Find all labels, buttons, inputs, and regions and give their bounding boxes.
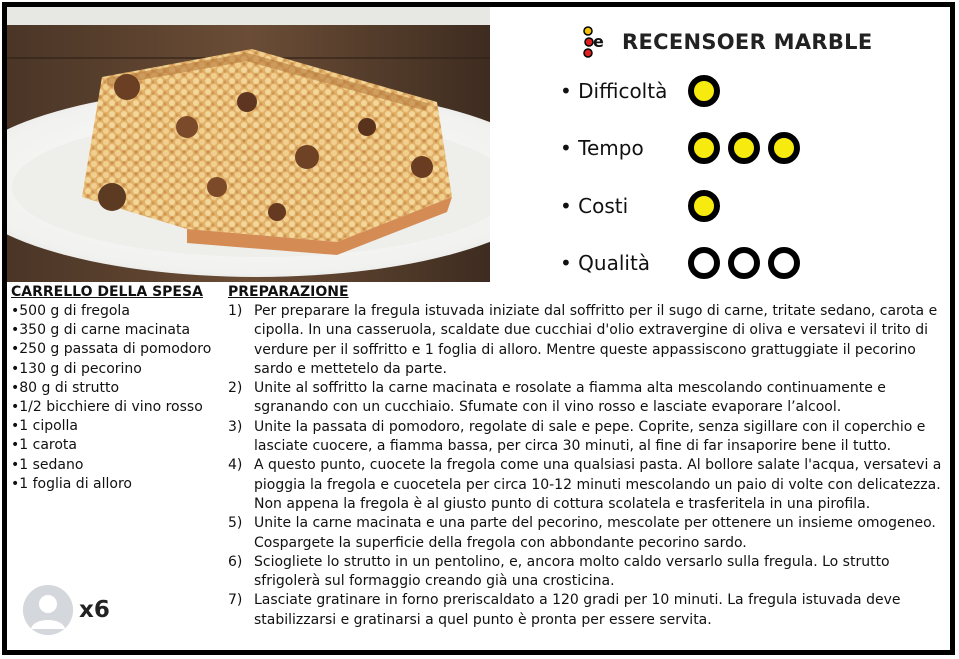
step-number: 6) <box>228 553 243 570</box>
rating-label: • Qualità <box>560 251 651 275</box>
step-text: Unite al soffritto la carne macinata e rosolate a fiamma alta mescolando continuamente e sgranando con un cucchiaio. Sfumate con il vino rosso e lasciate evaporare l’alcool. <box>254 380 886 416</box>
user-avatar-icon <box>23 585 73 635</box>
rating-label: • Costi <box>560 194 629 218</box>
rating-circle-filled <box>688 75 720 107</box>
step-number: 3) <box>228 418 243 435</box>
ingredient-item: •1 foglia di alloro <box>11 475 132 492</box>
ingredient-item: •250 g passata di pomodoro <box>11 341 212 358</box>
rating-circle-filled <box>768 132 800 164</box>
rating-circle-empty <box>688 247 720 279</box>
svg-text:e: e <box>593 32 604 51</box>
preparation-step <box>228 553 943 592</box>
step-text: A questo punto, cuocete la fregola come una qualsiasi pasta. Al bollore salate l'acqua, versatevi a pioggia la fregola e cuocetela per circa 10-12 minuti mescolando un paio di volte con delicatezza. Non appena la fregola è al giusto punto di cottura scolatela e trasferitela in una pirofila. <box>254 457 942 512</box>
rating-circle-filled <box>728 132 760 164</box>
rating-quality <box>560 247 800 279</box>
rating-label: • Tempo <box>560 136 644 160</box>
rating-circles <box>688 75 720 107</box>
preparation-step <box>228 591 943 630</box>
step-text: Lasciate gratinare in forno preriscaldato a 120 gradi per 10 minuti. La fregula istuvada deve stabilizzarsi e gratinarsi a quel punto è pronta per essere servita. <box>254 592 901 628</box>
shopping-list <box>11 283 226 494</box>
step-text: Unite la passata di pomodoro, regolate di sale e pepe. Coprite, senza sigillare con il coperchio e lasciate cuocere, a fiamma bassa, per circa 30 minuti, al fine di far insaporire bene il tutto. <box>254 418 926 455</box>
step-number: 2) <box>228 380 243 397</box>
step-number: 5) <box>228 515 243 532</box>
rating-circles <box>688 132 800 164</box>
servings-count: x6 <box>79 597 110 623</box>
preparation-step <box>228 302 943 379</box>
step-text: Unite la carne macinata e una parte del pecorino, mescolate per ottenere un insieme omogeneo. Cospargete la superficie della fregola con abbondante pecorino sardo. <box>254 515 936 551</box>
brand-name: RECENSOER MARBLE <box>622 30 873 54</box>
preparation-step <box>228 418 943 457</box>
ingredient-item: •500 g di fregola <box>11 303 130 319</box>
ingredient-item: •350 g di carne macinata <box>11 322 191 339</box>
ingredient-item: •1 carota <box>11 437 77 454</box>
preparation-title: PREPARAZIONE <box>228 284 349 300</box>
preparation-step <box>228 379 943 418</box>
rating-difficulty <box>560 75 720 107</box>
ingredient-item: •80 g di strutto <box>11 379 120 396</box>
bubbles-logo-icon <box>582 25 612 59</box>
rating-circle-filled <box>688 190 720 222</box>
rating-circle-filled <box>688 132 720 164</box>
recipe-card <box>2 2 955 655</box>
shopping-title: CARRELLO DELLA SPESA <box>11 284 203 300</box>
rating-circle-empty <box>728 247 760 279</box>
ingredient-item: •130 g di pecorino <box>11 360 142 377</box>
preparation-step <box>228 456 943 514</box>
rating-circles <box>688 247 800 279</box>
ingredient-item: •1 sedano <box>11 456 84 473</box>
rating-time <box>560 132 800 164</box>
ingredient-item: •1/2 bicchiere di vino rosso <box>11 399 203 416</box>
brand-header <box>582 25 873 59</box>
step-number: 1) <box>228 303 243 319</box>
step-number: 7) <box>228 592 243 609</box>
step-text: Sciogliete lo strutto in un pentolino, e, ancora molto caldo versarlo sulla fregula. Lo strutto sfrigolerà sul formaggio creando già una crosticina. <box>254 553 890 590</box>
step-number: 4) <box>228 457 243 474</box>
recipe-photo <box>7 7 490 282</box>
rating-cost <box>560 190 720 222</box>
ingredient-item: •1 cipolla <box>11 418 79 435</box>
fregola-dish-image <box>7 7 490 282</box>
rating-circles <box>688 190 720 222</box>
rating-label: • Difficoltà <box>560 79 668 103</box>
step-text: Per preparare la fregula istuvada iniziate dal soffritto per il sugo di carne, tritate sedano, carota e cipolla. In una casseruola, scaldate due cucchiai d'olio extravergine di oliva e versatevi il trito di verdure per il soffritto e 1 foglia di alloro. Mentre queste appassiscono grattuggiate il pecorino sardo e mettetelo da parte. <box>254 303 938 377</box>
preparation-step <box>228 514 943 553</box>
preparation-section <box>228 283 943 630</box>
rating-circle-empty <box>768 247 800 279</box>
servings-indicator <box>23 585 110 635</box>
